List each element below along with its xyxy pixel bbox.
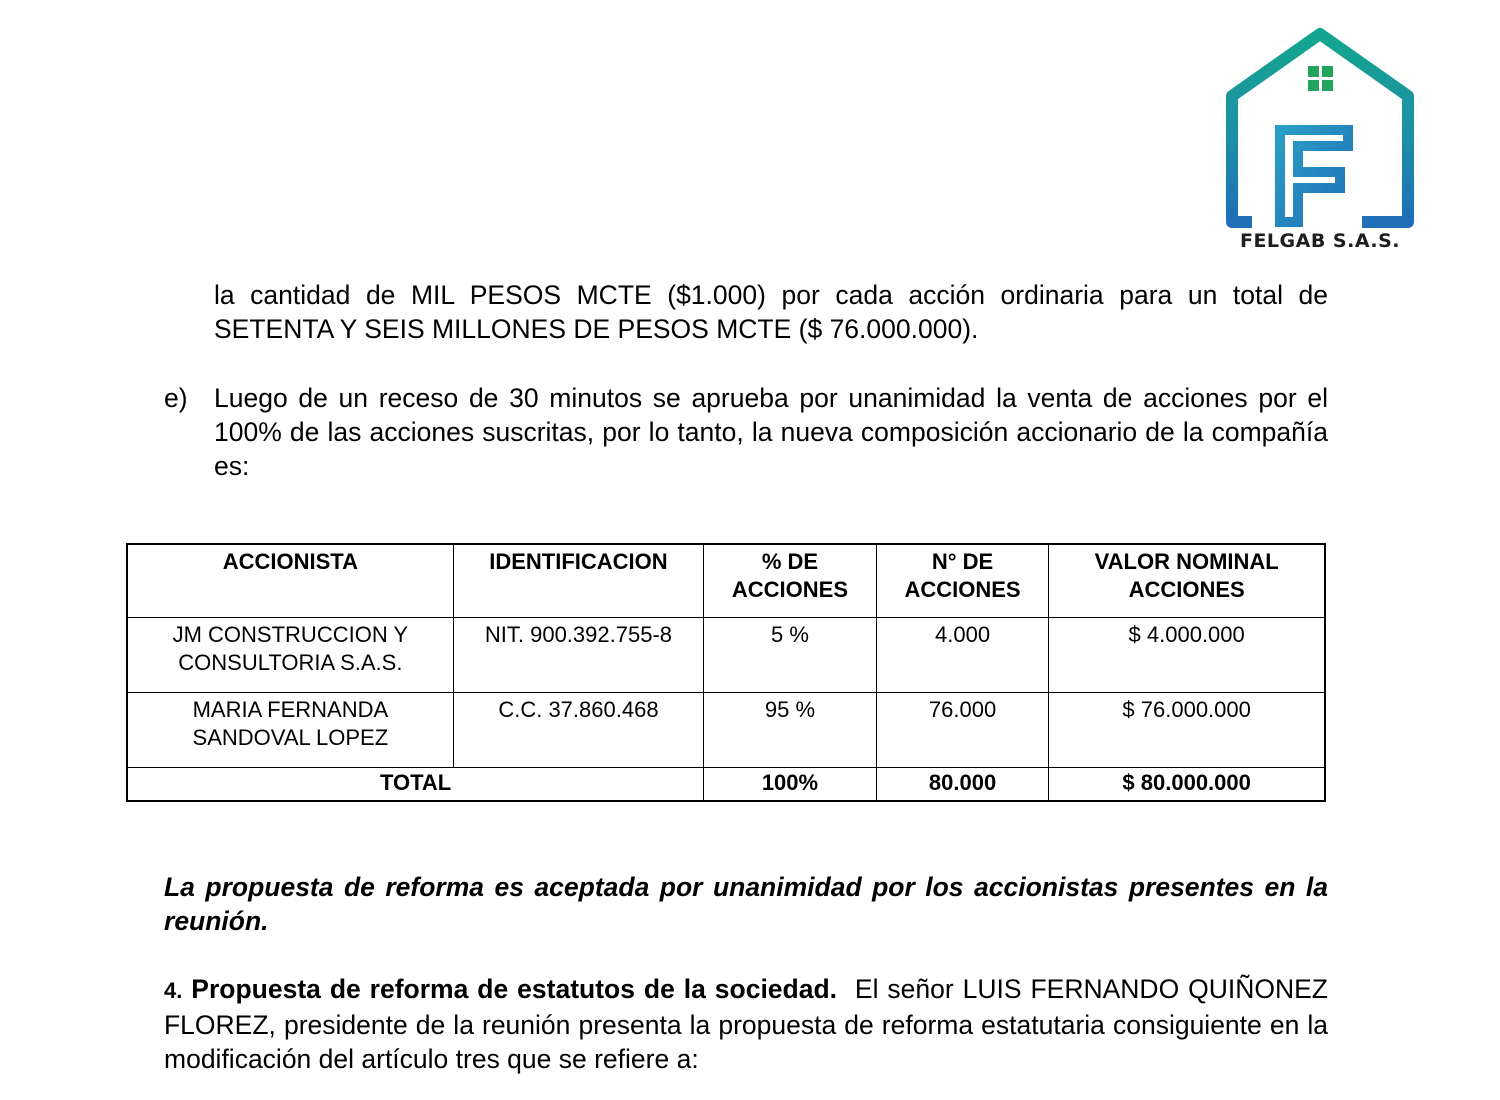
cell-shareholder: JM CONSTRUCCION Y CONSULTORIA S.A.S. — [127, 618, 453, 693]
cell-value: $ 76.000.000 — [1049, 693, 1325, 768]
cell-identification: NIT. 900.392.755-8 — [453, 618, 703, 693]
point-number: 4. — [164, 978, 183, 1003]
point-body: El señor LUIS FERNANDO QUIÑONEZ FLOREZ, presidente de la reunión presenta la propuesta de reforma estatutaria consiguiente en la modificación del artículo tres que se refiere a: — [164, 974, 1328, 1074]
table-row — [127, 693, 1325, 768]
total-percent: 100% — [704, 768, 877, 802]
header-value: VALOR NOMINAL ACCIONES — [1049, 544, 1325, 618]
point-four-paragraph — [164, 972, 1328, 1076]
table-row — [127, 618, 1325, 693]
cell-count: 76.000 — [876, 693, 1049, 768]
company-logo — [1222, 26, 1418, 258]
cell-count: 4.000 — [876, 618, 1049, 693]
list-item-text: Luego de un receso de 30 minutos se aprueba por unanimidad la venta de acciones por el 100% de las acciones suscritas, por lo tanto, la nueva composición accionario de la compañía es: — [214, 383, 1328, 481]
cell-identification: C.C. 37.860.468 — [453, 693, 703, 768]
total-count: 80.000 — [876, 768, 1049, 802]
point-heading: Propuesta de reforma de estatutos de la sociedad. — [191, 974, 838, 1004]
header-identification: IDENTIFICACION — [453, 544, 703, 618]
cell-percent: 5 % — [704, 618, 877, 693]
header-count: N° DE ACCIONES — [876, 544, 1049, 618]
table-header-row — [127, 544, 1325, 618]
total-value: $ 80.000.000 — [1049, 768, 1325, 802]
cell-value: $ 4.000.000 — [1049, 618, 1325, 693]
logo-caption: FELGAB S.A.S. — [1239, 230, 1401, 252]
table-total-row — [127, 768, 1325, 802]
approval-statement: La propuesta de reforma es aceptada por unanimidad por los accionistas presentes en la reunión. — [164, 872, 1328, 936]
cell-percent: 95 % — [704, 693, 877, 768]
list-marker: e) — [164, 383, 188, 413]
total-label: TOTAL — [127, 768, 704, 802]
header-shareholder: ACCIONISTA — [127, 544, 453, 618]
continuation-paragraph: la cantidad de MIL PESOS MCTE ($1.000) por cada acción ordinaria para un total de SETENTA Y SEIS MILLONES DE PESOS MCTE ($ 76.000.000). — [214, 280, 1328, 344]
house-f-icon — [1222, 26, 1418, 230]
shareholders-table — [126, 543, 1326, 802]
cell-shareholder: MARIA FERNANDA SANDOVAL LOPEZ — [127, 693, 453, 768]
header-percent: % DE ACCIONES — [704, 544, 877, 618]
